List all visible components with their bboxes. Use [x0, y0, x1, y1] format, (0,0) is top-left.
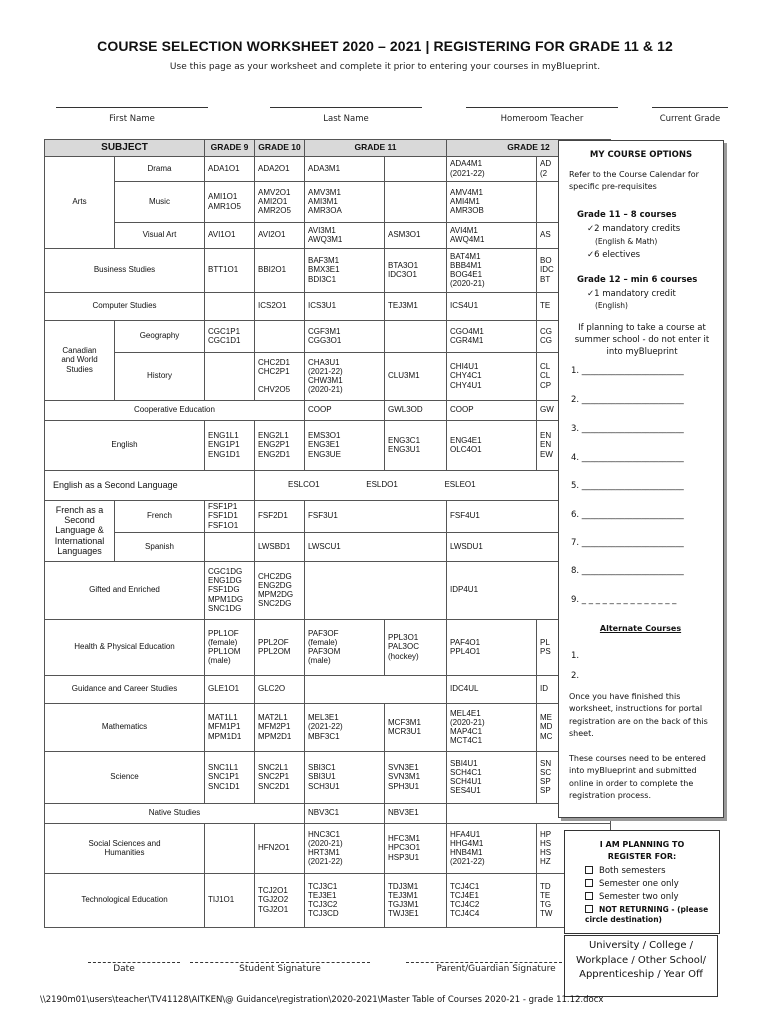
table-row — [45, 420, 611, 470]
course-choice-7[interactable]: 7. ________________________ — [571, 538, 684, 548]
subject-name: Guidance and Career Studies — [45, 675, 205, 703]
file-path-footer: \\2190m01\users\teacher\TV41128\AITKEN\@ Guidance\registration\2020-2021\Master Table of Courses 2020-21 - grade 11.12.docx — [40, 995, 604, 1005]
course-code: PAF3OF (female) PAF3OM (male) — [305, 619, 385, 675]
course-code: TD TE TG TW — [537, 873, 611, 927]
empty-cell — [305, 675, 447, 703]
cwstudies-group-label: Canadian and World Studies — [45, 320, 115, 400]
course-code: FSF1P1 FSF1D1 FSF1O1 — [205, 500, 255, 532]
current-grade-line[interactable] — [652, 107, 728, 108]
course-code: ESLEO1 — [444, 480, 476, 490]
grade9-header: GRADE 9 — [205, 140, 255, 157]
course-code: HP HS HS HZ — [537, 823, 611, 873]
course-code: AVI2O1 — [255, 222, 305, 248]
subject-name: Mathematics — [45, 703, 205, 751]
course-code: GLE1O1 — [205, 675, 255, 703]
course-choice-5[interactable]: 5. ________________________ — [571, 481, 684, 491]
course-code: BAT4M1 BBB4M1 BOG4E1 (2020-21) — [447, 248, 537, 292]
option-semester-two[interactable] — [585, 891, 711, 904]
course-code: ESLCO1 — [288, 480, 320, 490]
course-code: AMV4M1 AMI4M1 AMR3OB — [447, 181, 537, 222]
course-code — [385, 181, 447, 222]
option-both-semesters[interactable] — [585, 865, 711, 878]
course-code — [255, 320, 305, 352]
student-signature-label: Student Signature — [239, 964, 321, 974]
course-code: CGO4M1 CGR4M1 — [447, 320, 537, 352]
submit-note: These courses need to be entered into myBlueprint and submitted online in order to complete the registration process. — [569, 754, 706, 801]
page-title: COURSE SELECTION WORKSHEET 2020 – 2021 | REGISTERING FOR GRADE 11 & 12 — [97, 38, 673, 54]
course-code: ADA2O1 — [255, 156, 305, 181]
course-code: MAT2L1 MFM2P1 MPM2D1 — [255, 703, 305, 751]
course-code: AMV2O1 AMI2O1 AMR2O5 — [255, 181, 305, 222]
date-label: Date — [113, 964, 135, 974]
grade11-heading: Grade 11 – 8 courses — [577, 210, 677, 220]
course-code: SBI3C1 SBI3U1 SCH3U1 — [305, 751, 385, 803]
option-label: Semester two only — [599, 892, 679, 903]
course-code: ENG2L1 ENG2P1 ENG2D1 — [255, 420, 305, 470]
course-code: HNC3C1 (2020-21) HRT3M1 (2021-22) — [305, 823, 385, 873]
course-code — [205, 352, 255, 400]
course-code: HFA4U1 HHG4M1 HNB4M1 (2021-22) — [447, 823, 537, 873]
language-group-label: French as a Second Language & International Languages — [45, 500, 115, 561]
option-label: Both semesters — [599, 866, 666, 876]
course-code: AVI1O1 — [205, 222, 255, 248]
course-code: EMS3O1 ENG3E1 ENG3UE — [305, 420, 385, 470]
course-code: PL PS — [537, 619, 611, 675]
course-code: TCJ2O1 TGJ2O2 TGJ2O1 — [255, 873, 305, 927]
destination-options[interactable]: University / College / Workplace / Other School/ Apprenticeship / Year Off — [564, 935, 718, 997]
subject-name: Gifted and Enriched — [45, 561, 205, 619]
current-grade-label: Current Grade — [659, 114, 721, 124]
table-row — [45, 222, 611, 248]
subject-name: English as a Second Language — [45, 470, 255, 500]
last-name-label: Last Name — [323, 114, 369, 124]
arts-group-label: Arts — [45, 156, 115, 248]
course-code: ADA4M1 (2021-22) — [447, 156, 537, 181]
course-code: ADA3M1 — [305, 156, 385, 181]
course-code — [205, 823, 255, 873]
course-code: NBV3E1 — [385, 803, 447, 823]
course-code: CG CG — [537, 320, 611, 352]
course-code: HFN2O1 — [255, 823, 305, 873]
course-code: LWSCU1 — [305, 532, 447, 561]
parent-signature-line[interactable] — [406, 962, 562, 963]
course-code: BO IDC BT — [537, 248, 611, 292]
subject-name: Music — [115, 181, 205, 222]
table-row — [45, 675, 611, 703]
registration-plan-panel — [564, 830, 720, 934]
course-code: AVI3M1 AWQ3M1 — [305, 222, 385, 248]
course-code — [385, 156, 447, 181]
course-code: HFC3M1 HPC3O1 HSP3U1 — [385, 823, 447, 873]
course-code: ENG4E1 OLC4O1 — [447, 420, 537, 470]
subject-name: English — [45, 420, 205, 470]
first-name-label: First Name — [109, 114, 155, 124]
course-code: IDP4U1 — [447, 561, 611, 619]
option-label: Semester one only — [599, 879, 679, 890]
course-code: CHA3U1 (2021-22) CHW3M1 (2020-21) — [305, 352, 385, 400]
subject-name: Technological Education — [45, 873, 205, 927]
course-choice-4[interactable]: 4. ________________________ — [571, 453, 684, 463]
table-row — [45, 703, 611, 751]
grade10-header: GRADE 10 — [255, 140, 305, 157]
course-code: MAT1L1 MFM1P1 MPM1D1 — [205, 703, 255, 751]
alternate-courses-title: Alternate Courses — [599, 624, 682, 633]
checkbox[interactable] — [585, 879, 593, 887]
subject-name: Social Sciences and Humanities — [45, 823, 205, 873]
parent-signature-label: Parent/Guardian Signature — [436, 964, 556, 974]
course-code: CHC2D1 CHC2P1 CHV2O5 — [255, 352, 305, 400]
course-code: AS — [537, 222, 611, 248]
grade11-mandatory: ✓2 mandatory credits — [587, 224, 681, 234]
course-code: BAF3M1 BMX3E1 BDI3C1 — [305, 248, 385, 292]
course-code: MCF3M1 MCR3U1 — [385, 703, 447, 751]
homeroom-label: Homeroom Teacher — [500, 114, 584, 124]
finish-note: Once you have finished this worksheet, instructions for portal registration are on the back of this sheet. — [569, 692, 708, 739]
table-header-row — [45, 140, 611, 157]
course-code: CGC1DG ENG1DG FSF1DG MPM1DG SNC1DG — [205, 561, 255, 619]
subject-name: Drama — [115, 156, 205, 181]
grade12-header: GRADE 12 — [447, 140, 611, 157]
course-code: CHC2DG ENG2DG MPM2DG SNC2DG — [255, 561, 305, 619]
course-code: FSF4U1 — [447, 500, 611, 532]
course-code: LWSDU1 — [447, 532, 611, 561]
course-code: GW — [537, 400, 611, 420]
course-code — [205, 532, 255, 561]
subject-name: Spanish — [115, 532, 205, 561]
table-row — [45, 352, 611, 400]
page-subtitle: Use this page as your worksheet and complete it prior to entering your courses in myBlueprint. — [169, 62, 601, 72]
course-code: ICS3U1 — [305, 292, 385, 320]
course-code: PPL1OF (female) PPL1OM (male) — [205, 619, 255, 675]
course-choice-1[interactable]: 1. ________________________ — [571, 366, 684, 376]
course-code: CGF3M1 CGG3O1 — [305, 320, 385, 352]
table-row — [45, 561, 611, 619]
course-code: AD (2 — [537, 156, 611, 181]
grade11-electives: ✓6 electives — [587, 250, 641, 260]
course-code: NBV3C1 — [305, 803, 385, 823]
option-not-returning[interactable] — [585, 905, 711, 925]
course-code: SNC2L1 SNC2P1 SNC2D1 — [255, 751, 305, 803]
course-code: ENG3C1 ENG3U1 — [385, 420, 447, 470]
course-code: TCJ3C1 TEJ3E1 TCJ3C2 TCJ3CD — [305, 873, 385, 927]
subject-name: Business Studies — [45, 248, 205, 292]
option-label: NOT RETURNING - (please circle destination) — [585, 904, 709, 924]
course-code: CGC1P1 CGC1D1 — [205, 320, 255, 352]
grade11-mandatory-note: (English & Math) — [595, 237, 658, 246]
course-code: COOP — [447, 400, 537, 420]
subject-header: SUBJECT — [45, 140, 205, 157]
course-code: SVN3E1 SVN3M1 SPH3U1 — [385, 751, 447, 803]
table-row — [45, 823, 611, 873]
course-code: FSF3U1 — [305, 500, 447, 532]
course-code: IDC4UL — [447, 675, 537, 703]
course-code: MEL3E1 (2021-22) MBF3C1 — [305, 703, 385, 751]
course-code: ID — [537, 675, 611, 703]
course-code: CL CL CP — [537, 352, 611, 400]
course-table — [44, 139, 611, 928]
course-code: TCJ4C1 TCJ4E1 TCJ4C2 TCJ4C4 — [447, 873, 537, 927]
registration-options — [585, 865, 711, 925]
course-code: GWL3OD — [385, 400, 447, 420]
course-code: LWSBD1 — [255, 532, 305, 561]
course-code — [205, 292, 255, 320]
course-code: TEJ3M1 — [385, 292, 447, 320]
checkbox[interactable] — [585, 905, 593, 913]
course-options-title: MY COURSE OPTIONS — [589, 150, 693, 160]
table-row — [45, 873, 611, 927]
course-code: BBI2O1 — [255, 248, 305, 292]
registration-plan-title: I AM PLANNING TO REGISTER FOR: — [599, 840, 685, 861]
checkbox[interactable] — [585, 866, 593, 874]
grade11-header: GRADE 11 — [305, 140, 447, 157]
table-row — [45, 292, 611, 320]
course-code: COOP — [305, 400, 385, 420]
homeroom-line[interactable] — [466, 107, 618, 108]
course-code: TE — [537, 292, 611, 320]
course-code: ASM3O1 — [385, 222, 447, 248]
table-row — [45, 156, 611, 181]
summer-school-note: If planning to take a course at summer school - do not enter it into myBlueprint — [574, 323, 710, 357]
table-row — [45, 751, 611, 803]
course-code: TIJ1O1 — [205, 873, 255, 927]
subject-name: Visual Art — [115, 222, 205, 248]
course-code: ICS4U1 — [447, 292, 537, 320]
course-options-panel — [558, 140, 724, 818]
prerequisite-note: Refer to the Course Calendar for specific pre-requisites — [569, 170, 699, 191]
course-code: MEL4E1 (2020-21) MAP4C1 MCT4C1 — [447, 703, 537, 751]
course-code: BTA3O1 IDC3O1 — [385, 248, 447, 292]
course-code: EN EN EW — [537, 420, 611, 470]
table-row — [45, 803, 611, 823]
table-row — [45, 181, 611, 222]
course-choice-3[interactable]: 3. ________________________ — [571, 424, 684, 434]
last-name-line[interactable] — [270, 107, 422, 108]
course-code: BTT1O1 — [205, 248, 255, 292]
table-row — [45, 470, 611, 500]
course-code: SBI4U1 SCH4C1 SCH4U1 SES4U1 — [447, 751, 537, 803]
course-code: ESLDO1 — [366, 480, 398, 490]
grade12-heading: Grade 12 – min 6 courses — [577, 275, 698, 285]
subject-name: Geography — [115, 320, 205, 352]
course-code: CLU3M1 — [385, 352, 447, 400]
alternate-choice-2[interactable]: 2. — [571, 671, 580, 681]
student-signature-line[interactable] — [190, 962, 370, 963]
course-code — [305, 561, 447, 619]
course-code: SNC1L1 SNC1P1 SNC1D1 — [205, 751, 255, 803]
grade12-mandatory: ✓1 mandatory credit — [587, 289, 676, 299]
subject-name: Science — [45, 751, 205, 803]
course-code: ADA1O1 — [205, 156, 255, 181]
subject-name: French — [115, 500, 205, 532]
table-row — [45, 400, 611, 420]
first-name-line[interactable] — [56, 107, 208, 108]
course-code: PAF4O1 PPL4O1 — [447, 619, 537, 675]
course-code: GLC2O — [255, 675, 305, 703]
course-code: PPL2OF PPL2OM — [255, 619, 305, 675]
table-row — [45, 248, 611, 292]
course-choice-9[interactable]: 9. _ _ _ _ _ _ _ _ _ _ _ _ _ _ — [571, 595, 677, 605]
subject-name: Health & Physical Education — [45, 619, 205, 675]
course-code: PPL3O1 PAL3OC (hockey) — [385, 619, 447, 675]
course-choice-2[interactable]: 2. ________________________ — [571, 395, 684, 405]
subject-name: Computer Studies — [45, 292, 205, 320]
subject-name: Native Studies — [45, 803, 305, 823]
course-code: TDJ3M1 TEJ3M1 TGJ3M1 TWJ3E1 — [385, 873, 447, 927]
course-code: AMI1O1 AMR1O5 — [205, 181, 255, 222]
table-row — [45, 532, 611, 561]
course-code: ME MD MC — [537, 703, 611, 751]
course-code: ENG1L1 ENG1P1 ENG1D1 — [205, 420, 255, 470]
course-code: AVI4M1 AWQ4M1 — [447, 222, 537, 248]
course-code: AMV3M1 AMI3M1 AMR3OA — [305, 181, 385, 222]
course-choice-8[interactable]: 8. ________________________ — [571, 566, 684, 576]
course-code: CHI4U1 CHY4C1 CHY4U1 — [447, 352, 537, 400]
grade12-mandatory-note: (English) — [595, 301, 628, 310]
checkbox[interactable] — [585, 892, 593, 900]
date-line[interactable] — [88, 962, 180, 963]
alternate-choice-1[interactable]: 1. — [571, 651, 580, 661]
table-row — [45, 619, 611, 675]
table-row — [45, 500, 611, 532]
course-code: SN SC SP SP — [537, 751, 611, 803]
course-code: FSF2D1 — [255, 500, 305, 532]
subject-name: History — [115, 352, 205, 400]
subject-name: Cooperative Education — [45, 400, 305, 420]
table-row — [45, 320, 611, 352]
course-code: ICS2O1 — [255, 292, 305, 320]
course-choice-6[interactable]: 6. ________________________ — [571, 510, 684, 520]
option-semester-one[interactable] — [585, 878, 711, 891]
course-code — [385, 320, 447, 352]
